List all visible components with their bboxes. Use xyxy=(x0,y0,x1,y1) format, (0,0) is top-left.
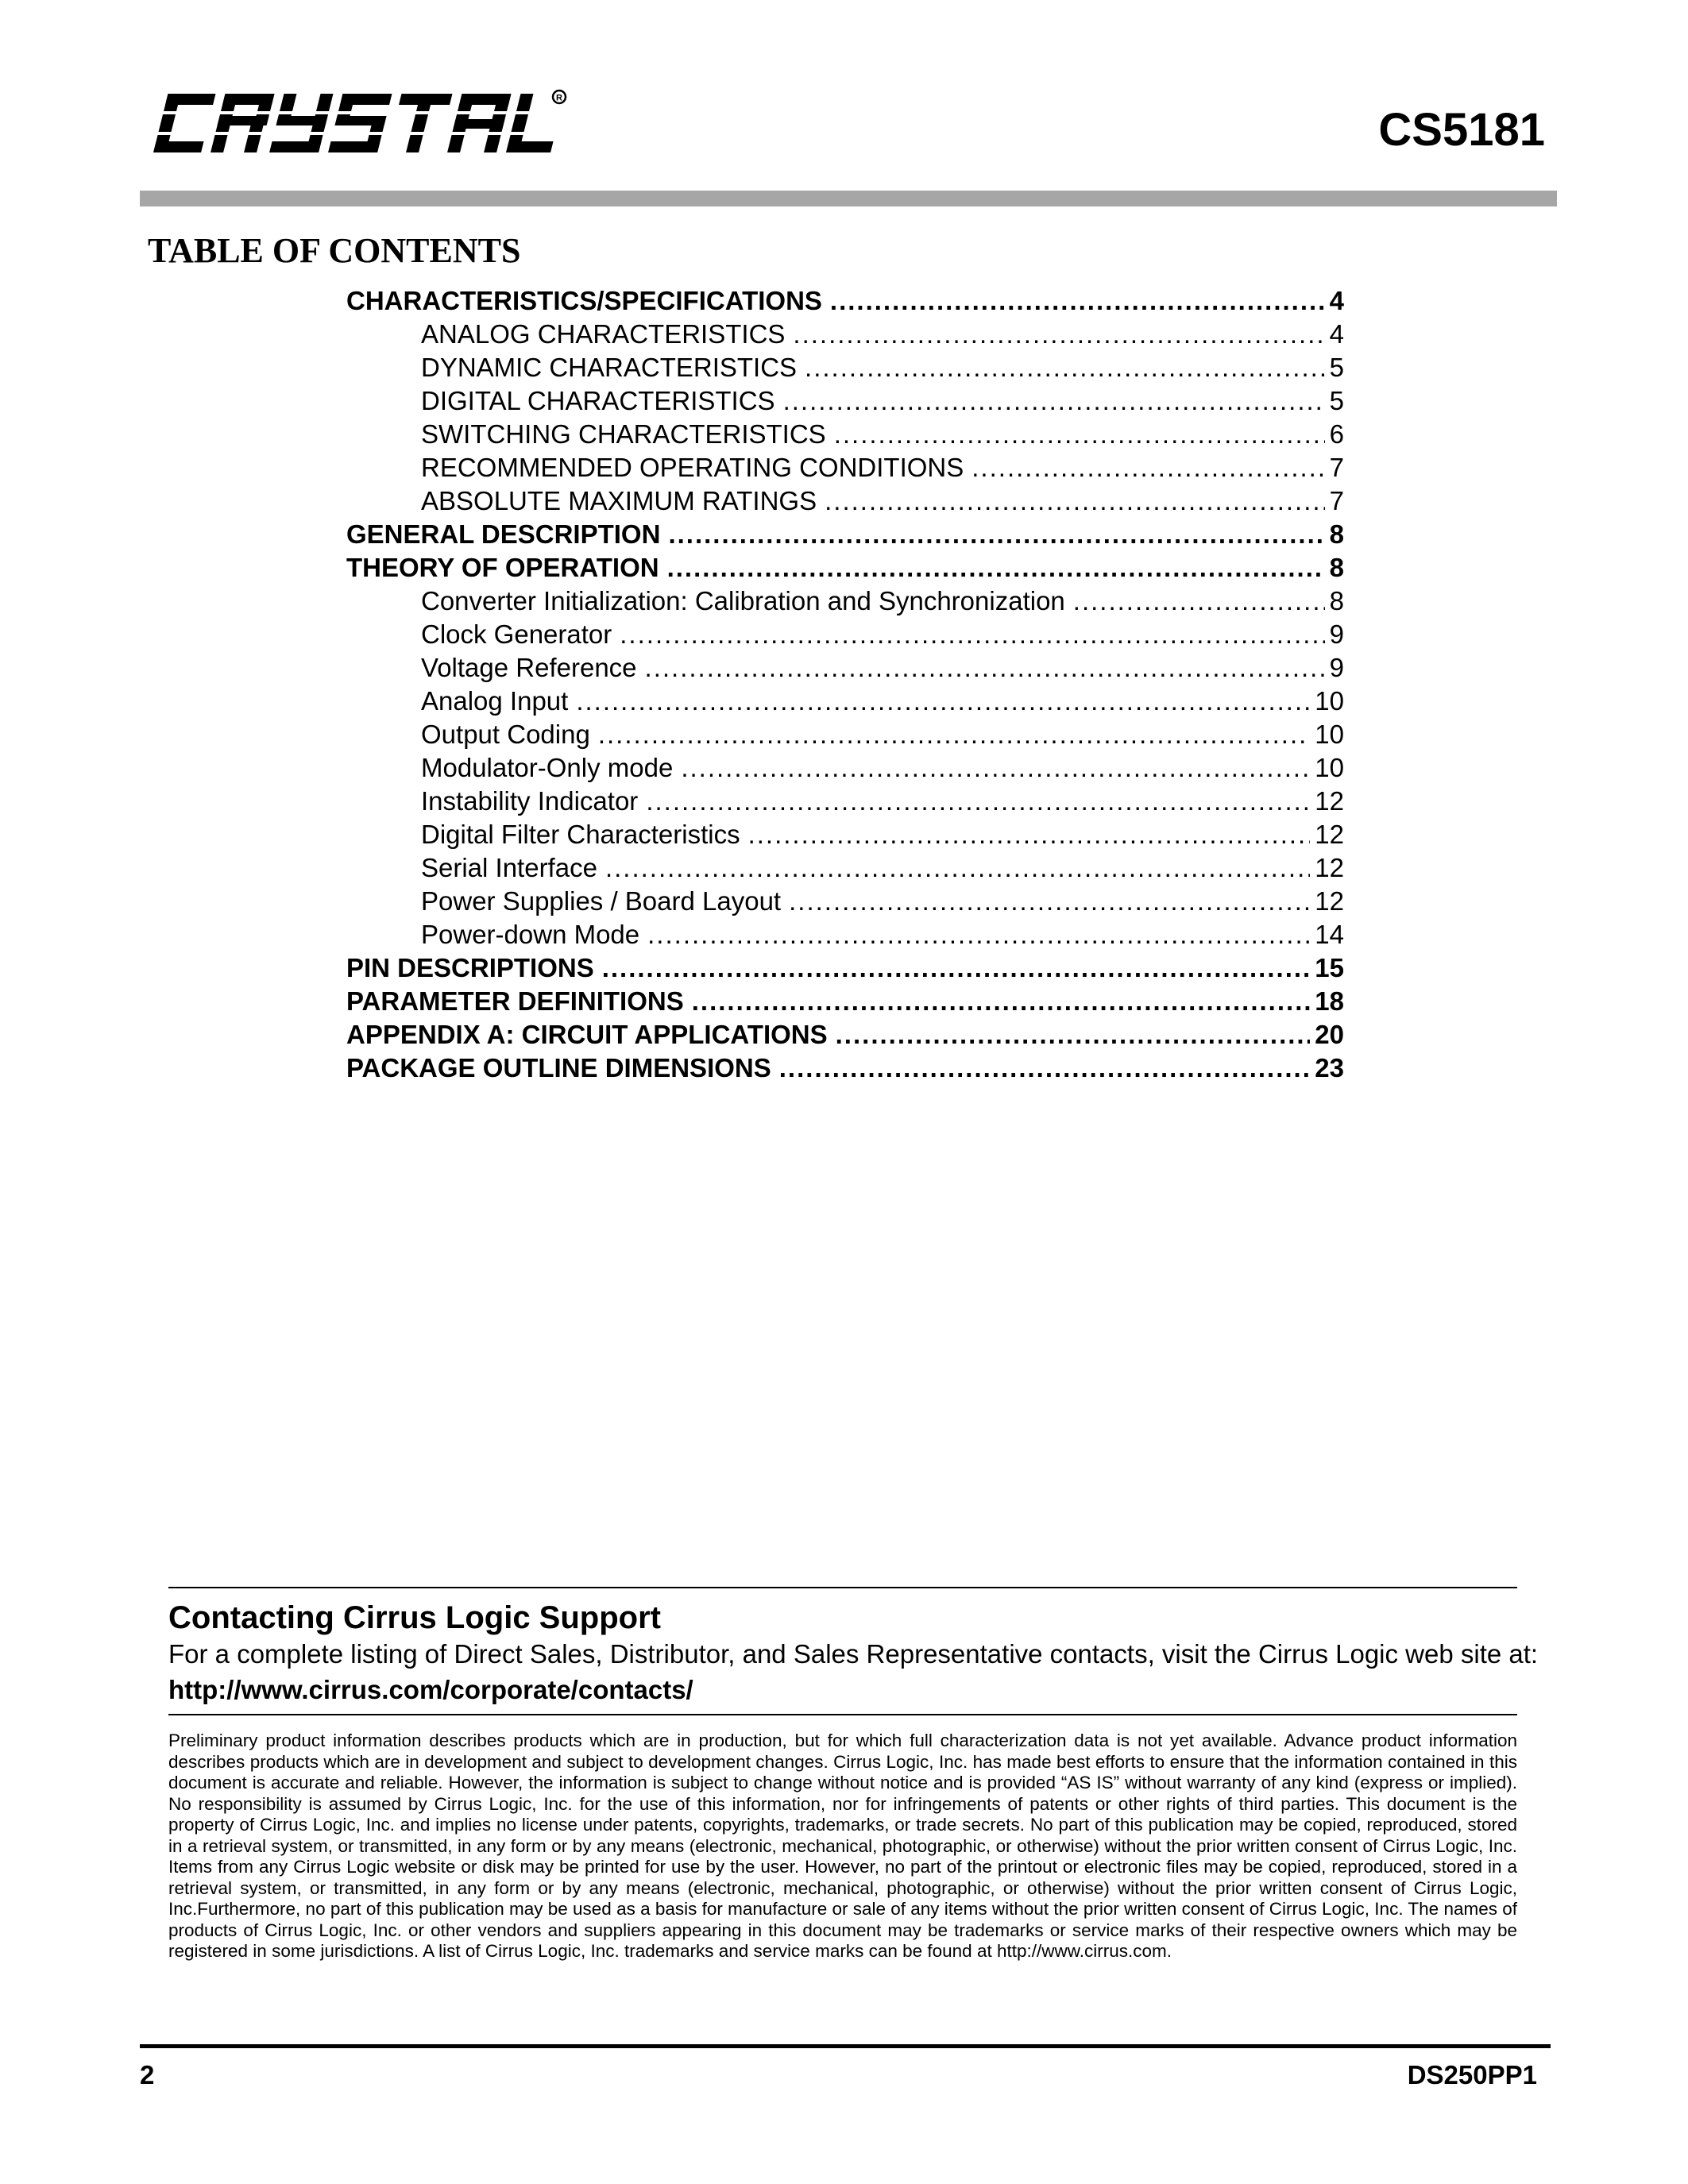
legal-disclaimer: Preliminary product information describes products which are in production, but for which full characterization data is not yet available. Advance product information describes products which are in development and subject to development changes. Cirrus Logic, Inc. has made best efforts to ensure that the information contained in this document is accurate and reliable. However, the information is subject to change without notice and is provided “AS IS” without warranty of any kind (express or implied). No responsibility is assumed by Cirrus Logic, Inc. for the use of this information, nor for infringements of patents or other rights of third parties. This document is the property of Cirrus Logic, Inc. and implies no license under patents, copyrights, trademarks, or trade secrets. No part of this publication may be copied, reproduced, stored in a retrieval system, or transmitted, in any form or by any means (electronic, mechanical, photographic, or otherwise) without the prior written consent of Cirrus Logic, Inc. Items from any Cirrus Logic website or disk may be printed for use by the user. However, no part of the printout or electronic files may be copied, reproduced, stored in a retrieval system, or transmitted, in any form or by any means (electronic, mechanical, photographic, or otherwise) without the prior written consent of Cirrus Logic, Inc.Furthermore, no part of this publication may be used as a basis for manufacture or sale of any items without the prior written consent of Cirrus Logic, Inc. The names of products of Cirrus Logic, Inc. or other vendors and suppliers appearing in this document may be trademarks or service marks of their respective owners which may be registered in some jurisdictions. A list of Cirrus Logic, Inc. trademarks and service marks can be found at http://www.cirrus.com. xyxy=(168,1731,1517,1961)
toc-entry-title: Clock Generator xyxy=(421,619,612,649)
toc-entry[interactable] xyxy=(346,718,1344,751)
toc-entry-page: 12 xyxy=(1315,786,1344,816)
toc-entry-title: CHARACTERISTICS/SPECIFICATIONS xyxy=(346,286,822,315)
toc-entry[interactable] xyxy=(346,618,1344,651)
toc-entry-page: 4 xyxy=(1329,286,1344,315)
toc-dot-leader xyxy=(783,384,1325,418)
toc-dot-leader xyxy=(605,851,1310,885)
toc-entry[interactable] xyxy=(346,1051,1344,1085)
toc-dot-leader xyxy=(645,651,1325,685)
toc-entry[interactable] xyxy=(346,885,1344,918)
toc-entry[interactable] xyxy=(346,418,1344,451)
toc-entry-title: DYNAMIC CHARACTERISTICS xyxy=(421,353,798,382)
toc-entry-page: 5 xyxy=(1329,353,1344,382)
toc-dot-leader xyxy=(692,985,1311,1018)
toc-entry-title: Power Supplies / Board Layout xyxy=(421,886,782,916)
toc-dot-leader xyxy=(602,951,1311,985)
toc-entry-page: 4 xyxy=(1329,319,1344,349)
toc-entry-title: Modulator-Only mode xyxy=(421,753,674,782)
toc-dot-leader xyxy=(825,484,1325,518)
toc-entry-title: Voltage Reference xyxy=(421,653,637,682)
crystal-logo xyxy=(140,79,569,167)
toc-entry[interactable] xyxy=(346,985,1344,1018)
toc-dot-leader xyxy=(834,418,1325,451)
contact-bottom-rule xyxy=(168,1714,1517,1715)
toc-dot-leader xyxy=(805,351,1325,384)
toc-entry[interactable] xyxy=(346,951,1344,985)
toc-entry-page: 6 xyxy=(1329,419,1344,449)
toc-entry-title: Instability Indicator xyxy=(421,786,639,816)
toc-dot-leader xyxy=(681,751,1310,785)
toc-entry-title: GENERAL DESCRIPTION xyxy=(346,519,661,549)
toc-dot-leader xyxy=(620,618,1324,651)
toc-entry-page: 9 xyxy=(1329,653,1344,682)
toc-entry[interactable] xyxy=(346,585,1344,618)
toc-entry[interactable] xyxy=(346,518,1344,551)
toc-dot-leader xyxy=(598,718,1310,751)
toc-entry-page: 12 xyxy=(1315,820,1344,849)
contact-top-rule xyxy=(168,1587,1517,1588)
toc-entry[interactable] xyxy=(346,351,1344,384)
toc-entry-title: Output Coding xyxy=(421,720,590,749)
toc-dot-leader xyxy=(748,818,1311,851)
toc-entry-title: THEORY OF OPERATION xyxy=(346,553,659,582)
toc-entry[interactable] xyxy=(346,384,1344,418)
contact-heading: Contacting Cirrus Logic Support xyxy=(168,1600,661,1635)
toc-entry[interactable] xyxy=(346,484,1344,518)
toc-entry-page: 7 xyxy=(1329,486,1344,515)
part-number: CS5181 xyxy=(1378,104,1545,156)
toc-dot-leader xyxy=(971,451,1324,484)
toc-entry[interactable] xyxy=(346,651,1344,685)
toc-entry[interactable] xyxy=(346,284,1344,318)
toc-entry-title: APPENDIX A: CIRCUIT APPLICATIONS xyxy=(346,1020,828,1049)
toc-entry-page: 9 xyxy=(1329,619,1344,649)
toc-entry-page: 10 xyxy=(1315,753,1344,782)
toc-dot-leader xyxy=(576,685,1310,718)
toc-entry-title: ANALOG CHARACTERISTICS xyxy=(421,319,786,349)
toc-entry[interactable] xyxy=(346,685,1344,718)
toc-entry-page: 20 xyxy=(1315,1020,1344,1049)
toc-entry[interactable] xyxy=(346,851,1344,885)
toc-entry[interactable] xyxy=(346,785,1344,818)
toc-entry-page: 7 xyxy=(1329,453,1344,482)
toc-entry-page: 12 xyxy=(1315,853,1344,882)
toc-dot-leader xyxy=(789,885,1310,918)
toc-entry[interactable] xyxy=(346,751,1344,785)
toc-dot-leader xyxy=(647,918,1310,951)
toc-entry[interactable] xyxy=(346,451,1344,484)
toc-dot-leader xyxy=(667,551,1325,585)
toc-dot-leader xyxy=(668,518,1324,551)
toc-entry-page: 8 xyxy=(1329,586,1344,615)
svg-text:R: R xyxy=(556,93,562,103)
toc-entry-title: DIGITAL CHARACTERISTICS xyxy=(421,386,775,415)
toc-entry-title: PIN DESCRIPTIONS xyxy=(346,953,594,982)
toc-entry[interactable] xyxy=(346,818,1344,851)
toc-entry-page: 8 xyxy=(1329,553,1344,582)
toc-dot-leader xyxy=(779,1051,1311,1085)
toc-entry[interactable] xyxy=(346,918,1344,951)
toc-entry-page: 23 xyxy=(1315,1053,1344,1082)
footer-doc-id: DS250PP1 xyxy=(1407,2060,1537,2089)
toc-entry-page: 5 xyxy=(1329,386,1344,415)
toc-entry-title: RECOMMENDED OPERATING CONDITIONS xyxy=(421,453,964,482)
toc-entry-page: 8 xyxy=(1329,519,1344,549)
contact-url-link[interactable]: http://www.cirrus.com/corporate/contacts/ xyxy=(168,1675,693,1704)
toc-dot-leader xyxy=(1073,585,1325,618)
toc-entry-page: 10 xyxy=(1315,720,1344,749)
toc-entry[interactable] xyxy=(346,1018,1344,1051)
toc-entry[interactable] xyxy=(346,318,1344,351)
toc-entry-title: ABSOLUTE MAXIMUM RATINGS xyxy=(421,486,817,515)
toc-entry-title: PARAMETER DEFINITIONS xyxy=(346,986,684,1016)
table-of-contents xyxy=(346,284,1344,1085)
toc-entry-title: Converter Initialization: Calibration and Synchronization xyxy=(421,586,1065,615)
toc-dot-leader xyxy=(836,1018,1311,1051)
toc-dot-leader xyxy=(646,785,1310,818)
toc-entry-page: 18 xyxy=(1315,986,1344,1016)
toc-heading: TABLE OF CONTENTS xyxy=(148,231,521,270)
toc-entry-title: Serial Interface xyxy=(421,853,597,882)
footer-rule xyxy=(140,2044,1551,2048)
toc-entry-title: Power-down Mode xyxy=(421,920,640,949)
toc-entry-title: PACKAGE OUTLINE DIMENSIONS xyxy=(346,1053,771,1082)
toc-entry-page: 14 xyxy=(1315,920,1344,949)
toc-entry-page: 12 xyxy=(1315,886,1344,916)
toc-entry-title: Analog Input xyxy=(421,686,569,716)
footer-page-number: 2 xyxy=(140,2060,155,2089)
toc-entry-page: 10 xyxy=(1315,686,1344,716)
header-divider xyxy=(140,191,1557,206)
toc-entry-title: Digital Filter Characteristics xyxy=(421,820,740,849)
contact-text: For a complete listing of Direct Sales, Distributor, and Sales Representative contacts, visit the Cirrus Logic web site at: xyxy=(168,1639,1539,1669)
toc-entry-page: 15 xyxy=(1315,953,1344,982)
toc-dot-leader xyxy=(830,284,1325,318)
toc-entry[interactable] xyxy=(346,551,1344,585)
toc-entry-title: SWITCHING CHARACTERISTICS xyxy=(421,419,826,449)
toc-dot-leader xyxy=(793,318,1324,351)
